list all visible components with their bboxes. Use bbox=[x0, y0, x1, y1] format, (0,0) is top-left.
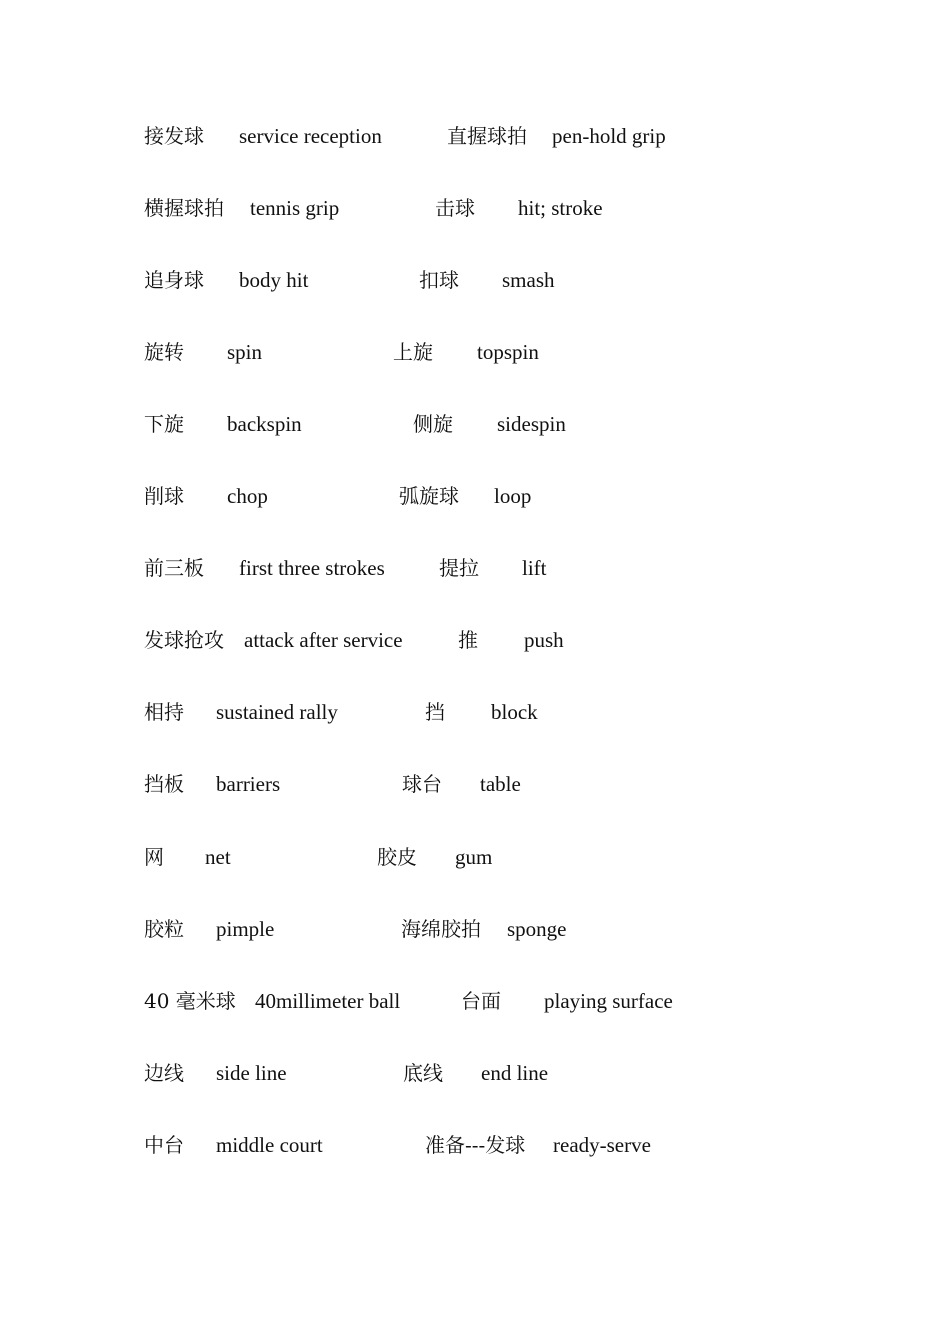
term-zh-right: 台面 bbox=[461, 989, 501, 1013]
term-en-right: pen-hold grip bbox=[552, 124, 666, 148]
glossary-row bbox=[0, 1130, 950, 1160]
term-zh-right: 胶皮 bbox=[377, 845, 417, 869]
term-en-right: push bbox=[524, 628, 564, 652]
glossary-row bbox=[0, 769, 950, 799]
glossary-row bbox=[0, 193, 950, 223]
term-en-right: hit; stroke bbox=[518, 196, 603, 220]
term-en-right: loop bbox=[494, 484, 532, 508]
term-zh-right: 上旋 bbox=[393, 340, 433, 364]
term-en-left: attack after service bbox=[244, 628, 403, 652]
term-en-left: 40millimeter ball bbox=[255, 989, 401, 1013]
term-zh-left: 边线 bbox=[144, 1061, 184, 1085]
term-zh-right: 击球 bbox=[435, 196, 475, 220]
term-zh-left: 挡板 bbox=[144, 772, 184, 796]
term-en-right: lift bbox=[522, 556, 547, 580]
term-zh-left: 相持 bbox=[144, 700, 184, 724]
glossary-row bbox=[0, 481, 950, 511]
term-en-right: playing surface bbox=[544, 989, 673, 1013]
glossary-row bbox=[0, 625, 950, 655]
term-en-right: end line bbox=[481, 1061, 549, 1085]
term-zh-right: 扣球 bbox=[419, 268, 459, 292]
term-zh-right: 侧旋 bbox=[413, 412, 453, 436]
term-zh-right: 推 bbox=[458, 628, 478, 652]
term-en-left: pimple bbox=[216, 917, 275, 941]
glossary-row bbox=[0, 265, 950, 295]
term-en-right: block bbox=[491, 700, 538, 724]
term-en-right: topspin bbox=[477, 340, 539, 364]
glossary-row bbox=[0, 553, 950, 583]
term-en-left: barriers bbox=[216, 772, 281, 796]
glossary-row bbox=[0, 337, 950, 367]
term-en-left: service reception bbox=[239, 124, 382, 148]
term-en-right: ready-serve bbox=[553, 1133, 651, 1157]
glossary-row bbox=[0, 914, 950, 944]
term-en-right: sidespin bbox=[497, 412, 566, 436]
term-en-left: side line bbox=[216, 1061, 287, 1085]
term-zh-right: 球台 bbox=[402, 772, 442, 796]
glossary-row bbox=[0, 1058, 950, 1088]
term-en-left: body hit bbox=[239, 268, 309, 292]
term-en-left: spin bbox=[227, 340, 263, 364]
term-zh-left: 横握球拍 bbox=[144, 196, 224, 220]
term-zh-left: 削球 bbox=[144, 484, 184, 508]
term-zh-left: 胶粒 bbox=[144, 917, 184, 941]
term-zh-right: 准备---发球 bbox=[425, 1133, 526, 1157]
term-en-right: smash bbox=[502, 268, 555, 292]
term-zh-left: 旋转 bbox=[144, 340, 184, 364]
glossary-row bbox=[0, 121, 950, 151]
term-en-left: chop bbox=[227, 484, 268, 508]
term-zh-right: 底线 bbox=[403, 1061, 443, 1085]
term-en-left: first three strokes bbox=[239, 556, 385, 580]
term-zh-left: 40 毫米球 bbox=[144, 989, 236, 1013]
term-en-left: backspin bbox=[227, 412, 302, 436]
term-zh-right: 挡 bbox=[425, 700, 445, 724]
term-zh-left: 下旋 bbox=[144, 412, 184, 436]
term-en-left: middle court bbox=[216, 1133, 323, 1157]
glossary-row bbox=[0, 697, 950, 727]
term-zh-left: 接发球 bbox=[144, 124, 204, 148]
term-en-right: gum bbox=[455, 845, 493, 869]
term-en-right: sponge bbox=[507, 917, 567, 941]
term-zh-right: 海绵胶拍 bbox=[401, 917, 481, 941]
term-zh-left: 中台 bbox=[144, 1133, 184, 1157]
glossary-row bbox=[0, 986, 950, 1016]
term-en-left: tennis grip bbox=[250, 196, 340, 220]
term-en-left: sustained rally bbox=[216, 700, 338, 724]
term-zh-right: 提拉 bbox=[439, 556, 479, 580]
term-zh-left: 网 bbox=[144, 845, 164, 869]
term-zh-right: 弧旋球 bbox=[399, 484, 459, 508]
term-zh-left: 追身球 bbox=[144, 268, 204, 292]
glossary-row bbox=[0, 842, 950, 872]
term-zh-left: 发球抢攻 bbox=[144, 628, 224, 652]
term-zh-right: 直握球拍 bbox=[447, 124, 527, 148]
term-en-right: table bbox=[480, 772, 521, 796]
glossary-row bbox=[0, 409, 950, 439]
term-en-left: net bbox=[205, 845, 231, 869]
term-zh-left: 前三板 bbox=[144, 556, 204, 580]
